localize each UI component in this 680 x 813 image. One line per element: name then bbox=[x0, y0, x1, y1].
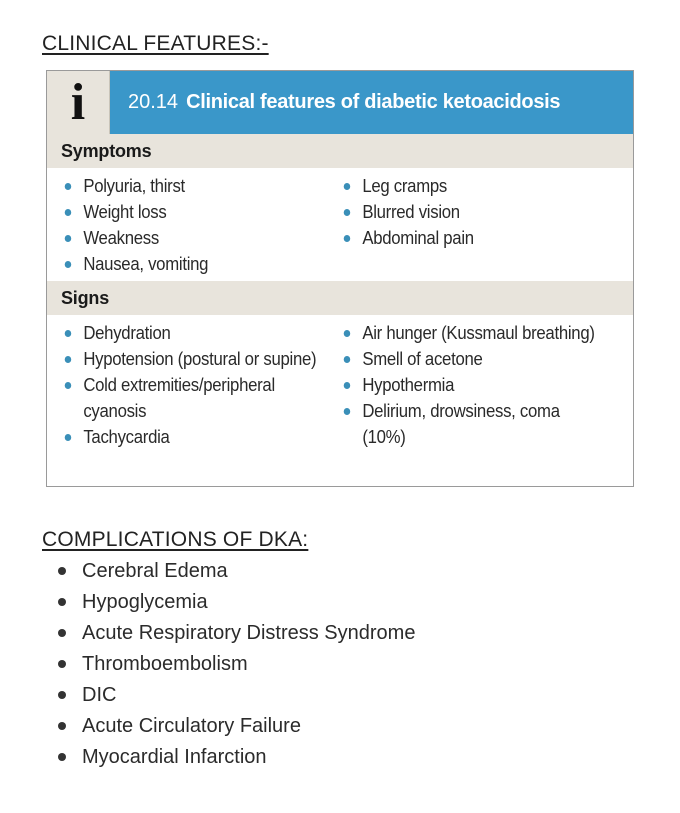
list-item: Acute Circulatory Failure bbox=[56, 711, 415, 742]
complications-list bbox=[56, 556, 415, 773]
list-item: Cold extremities/peripheral cyanosis bbox=[61, 372, 320, 424]
symptoms-left-list bbox=[61, 173, 340, 281]
list-item: Smell of acetone bbox=[340, 346, 599, 372]
list-item: DIC bbox=[56, 680, 415, 711]
list-item: Blurred vision bbox=[340, 199, 599, 225]
list-item: Polyuria, thirst bbox=[61, 173, 320, 199]
list-item: Nausea, vomiting bbox=[61, 251, 320, 277]
list-item: Delirium, drowsiness, coma (10%) bbox=[340, 398, 599, 450]
box-title-bar bbox=[110, 71, 633, 134]
list-item: Hypoglycemia bbox=[56, 587, 415, 618]
list-item: Cerebral Edema bbox=[56, 556, 415, 587]
symptoms-right-list bbox=[340, 173, 619, 281]
symptoms-columns bbox=[47, 168, 633, 281]
list-item: Acute Respiratory Distress Syndrome bbox=[56, 618, 415, 649]
list-item: Hypotension (postural or supine) bbox=[61, 346, 320, 372]
box-title: Clinical features of diabetic ketoacidosis bbox=[186, 91, 561, 113]
list-item: Thromboembolism bbox=[56, 649, 415, 680]
list-item: Air hunger (Kussmaul breathing) bbox=[340, 320, 599, 346]
signs-left-list bbox=[61, 320, 340, 483]
signs-label: Signs bbox=[47, 281, 633, 315]
list-item: Tachycardia bbox=[61, 424, 320, 450]
symptoms-label: Symptoms bbox=[47, 134, 633, 168]
clinical-features-heading: CLINICAL FEATURES:- bbox=[42, 32, 269, 55]
list-item: Weakness bbox=[61, 225, 320, 251]
list-item: Weight loss bbox=[61, 199, 320, 225]
list-item: Myocardial Infarction bbox=[56, 742, 415, 773]
list-item: Leg cramps bbox=[340, 173, 599, 199]
list-item: Dehydration bbox=[61, 320, 320, 346]
clinical-features-box bbox=[46, 70, 634, 487]
list-item: Abdominal pain bbox=[340, 225, 599, 251]
signs-columns bbox=[47, 315, 633, 483]
list-item: Hypothermia bbox=[340, 372, 599, 398]
signs-right-list bbox=[340, 320, 619, 483]
info-icon: i bbox=[47, 71, 110, 134]
complications-heading: COMPLICATIONS OF DKA: bbox=[42, 528, 309, 551]
box-number: 20.14 bbox=[128, 91, 179, 113]
box-header bbox=[47, 71, 633, 134]
